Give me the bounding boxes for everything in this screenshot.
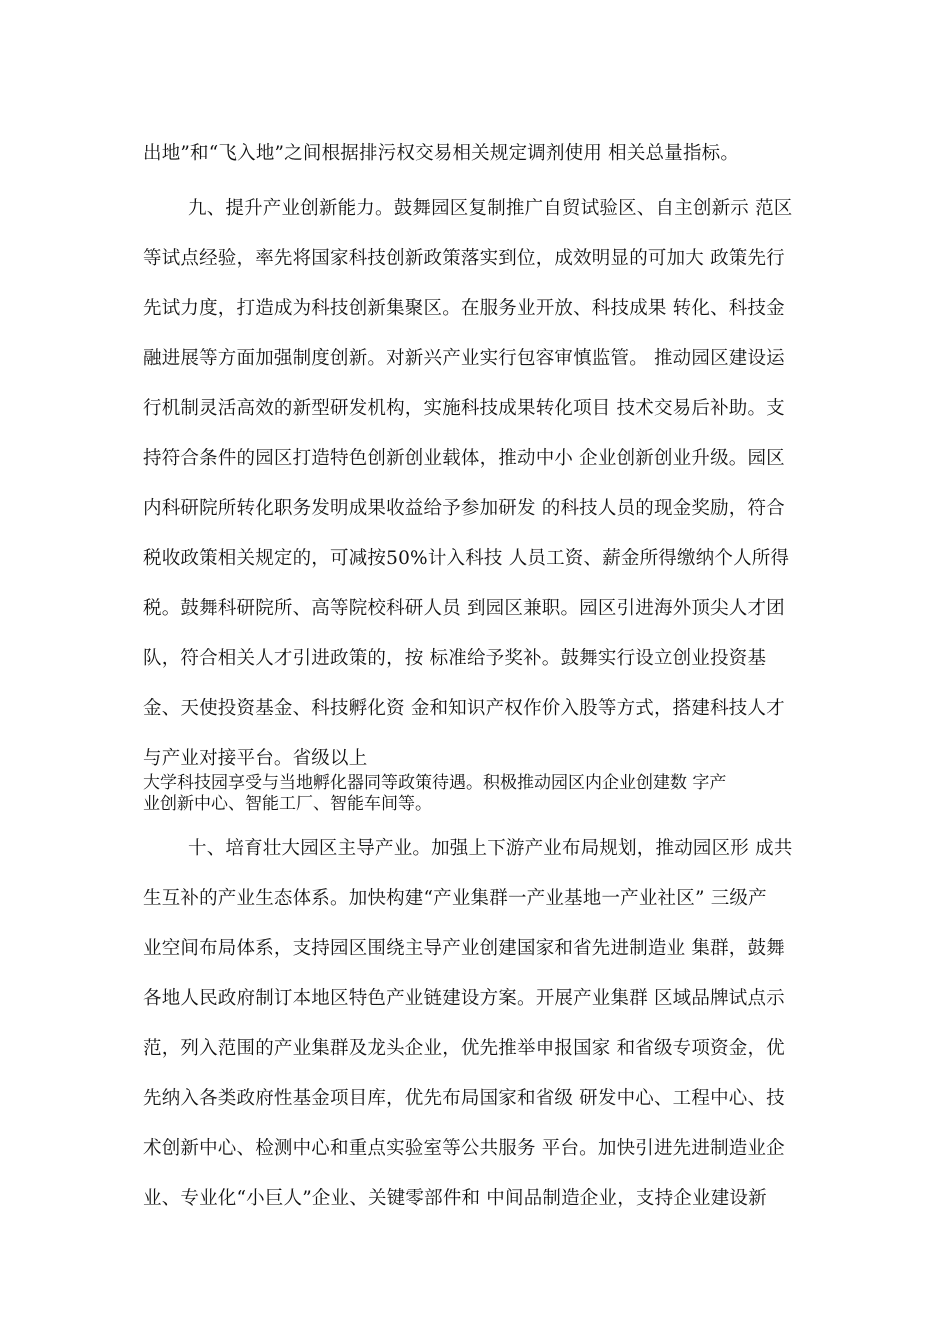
- paragraph-9-heading-line: 九、提升产业创新能力。鼓舞园区复制推广自贸试验区、自主创新示 范区: [188, 198, 793, 219]
- text-line: 内科研院所转化职务发明成果收益给予参加研发 的科技人员的现金奖励，符合: [143, 498, 785, 519]
- text-line: 金、天使投资基金、科技孵化资 金和知识产权作价入股等方式，搭建科技人才: [143, 698, 785, 719]
- text-line: 业空间布局体系，支持园区围绕主导产业创建国家和省先进制造业 集群，鼓舞: [143, 938, 785, 959]
- text-line: 与产业对接平台。省级以上: [143, 748, 368, 769]
- text-line: 税。鼓舞科研院所、高等院校科研人员 到园区兼职。园区引进海外顶尖人才团: [143, 598, 785, 619]
- text-line: 等试点经验，率先将国家科技创新政策落实到位，成效明显的可加大 政策先行: [143, 248, 785, 269]
- text-line: 业、专业化“小巨人”企业、关键零部件和 中间品制造企业，支持企业建设新: [143, 1188, 767, 1209]
- text-line: 队，符合相关人才引进政策的，按 标准给予奖补。鼓舞实行设立创业投资基: [143, 648, 767, 669]
- text-line: 持符合条件的园区打造特色创新创业载体，推动中小 企业创新创业升级。园区: [143, 448, 785, 469]
- text-line: 大学科技园享受与当地孵化器同等政策待遇。积极推动园区内企业创建数 字产: [143, 773, 727, 793]
- text-line: 先纳入各类政府性基金项目库，优先布局国家和省级 研发中心、工程中心、技: [143, 1088, 785, 1109]
- paragraph-10-heading-line: 十、培育壮大园区主导产业。加强上下游产业布局规划，推动园区形 成共: [188, 838, 793, 859]
- text-line: 术创新中心、检测中心和重点实验室等公共服务 平台。加快引进先进制造业企: [143, 1138, 785, 1159]
- text-line: 出地”和“飞入地”之间根据排污权交易相关规定调剂使用 相关总量指标。: [143, 143, 740, 164]
- text-line: 融进展等方面加强制度创新。对新兴产业实行包容审慎监管。 推动园区建设运: [143, 348, 785, 369]
- text-line: 生互补的产业生态体系。加快构建“产业集群一产业基地一产业社区” 三级产: [143, 888, 767, 909]
- text-line: 各地人民政府制订本地区特色产业链建设方案。开展产业集群 区域品牌试点示: [143, 988, 785, 1009]
- text-line: 业创新中心、智能工厂、智能车间等。: [143, 794, 432, 814]
- text-line: 范，列入范围的产业集群及龙头企业，优先推举申报国家 和省级专项资金，优: [143, 1038, 785, 1059]
- text-line: 行机制灵活高效的新型研发机构，实施科技成果转化项目 技术交易后补助。支: [143, 398, 785, 419]
- text-line: 先试力度，打造成为科技创新集聚区。在服务业开放、科技成果 转化、科技金: [143, 298, 785, 319]
- text-line: 税收政策相关规定的，可减按50%计入科技 人员工资、薪金所得缴纳个人所得: [143, 548, 790, 569]
